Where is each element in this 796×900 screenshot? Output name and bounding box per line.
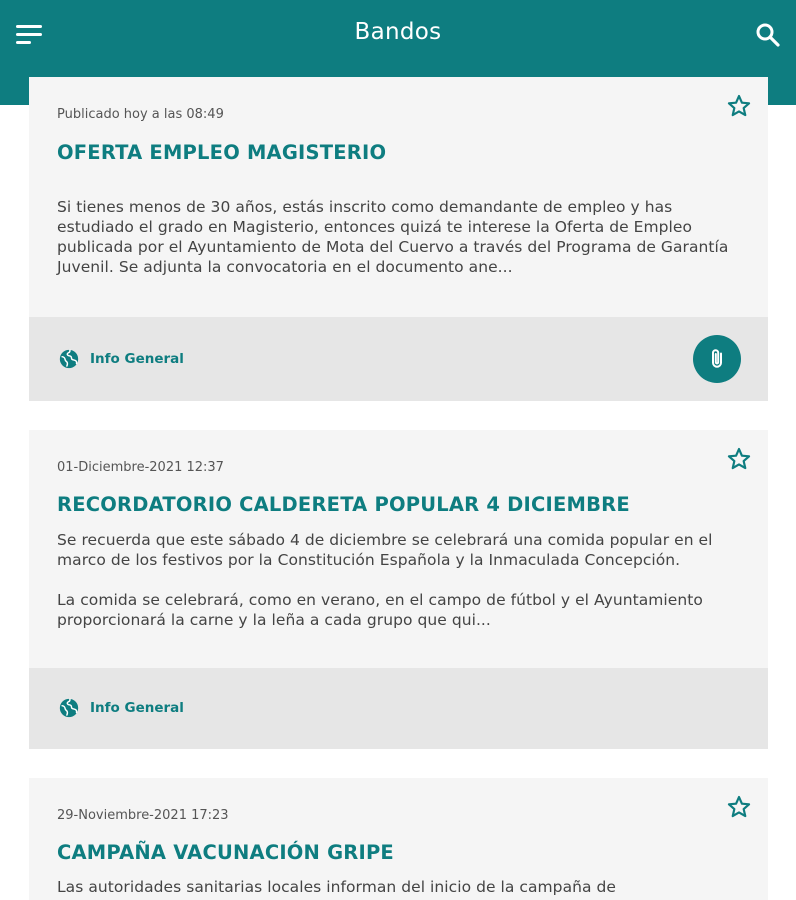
star-icon[interactable] bbox=[726, 446, 752, 472]
category-label: Info General bbox=[90, 700, 184, 716]
attachment-button[interactable] bbox=[693, 335, 741, 383]
card-footer bbox=[29, 668, 768, 749]
star-icon[interactable] bbox=[726, 93, 752, 119]
category-link[interactable] bbox=[58, 348, 184, 370]
card-title[interactable]: CAMPAÑA VACUNACIÓN GRIPE bbox=[57, 841, 394, 864]
globe-icon bbox=[58, 697, 80, 719]
card-body bbox=[57, 197, 747, 277]
body-paragraph: Las autoridades sanitarias locales informan del inicio de la campaña de bbox=[57, 878, 616, 896]
category-link[interactable] bbox=[58, 697, 184, 719]
publish-date: 01-Diciembre-2021 12:37 bbox=[57, 460, 224, 475]
news-card[interactable] bbox=[29, 77, 768, 401]
news-card[interactable] bbox=[29, 430, 768, 749]
page-title: Bandos bbox=[354, 19, 442, 45]
publish-date: Publicado hoy a las 08:49 bbox=[57, 107, 224, 122]
card-body bbox=[57, 877, 747, 897]
body-paragraph: La comida se celebrará, como en verano, en el campo de fútbol y el Ayuntamiento proporcionará la carne y la leña a cada grupo que qui... bbox=[57, 591, 703, 629]
category-label: Info General bbox=[90, 351, 184, 367]
card-title[interactable]: OFERTA EMPLEO MAGISTERIO bbox=[57, 141, 387, 164]
news-card[interactable] bbox=[29, 778, 768, 900]
star-icon[interactable] bbox=[726, 794, 752, 820]
publish-date: 29-Noviembre-2021 17:23 bbox=[57, 808, 229, 823]
card-body bbox=[57, 530, 747, 630]
paperclip-icon bbox=[705, 347, 729, 371]
search-icon[interactable] bbox=[754, 21, 782, 49]
body-paragraph: Si tienes menos de 30 años, estás inscrito como demandante de empleo y has estudiado el grado en Magisterio, entonces quizá te interese la Oferta de Empleo publicada por el Ayuntamiento de Mota del Cuervo a través del Programa de Garantía Juvenil. Se adjunta la convocatoria en el documento ane... bbox=[57, 198, 729, 276]
globe-icon bbox=[58, 348, 80, 370]
card-footer bbox=[29, 317, 768, 401]
card-title[interactable]: RECORDATORIO CALDERETA POPULAR 4 DICIEMBRE bbox=[57, 493, 630, 516]
body-paragraph: Se recuerda que este sábado 4 de diciembre se celebrará una comida popular en el marco de los festivos por la Constitución Española y la Inmaculada Concepción. bbox=[57, 531, 713, 569]
